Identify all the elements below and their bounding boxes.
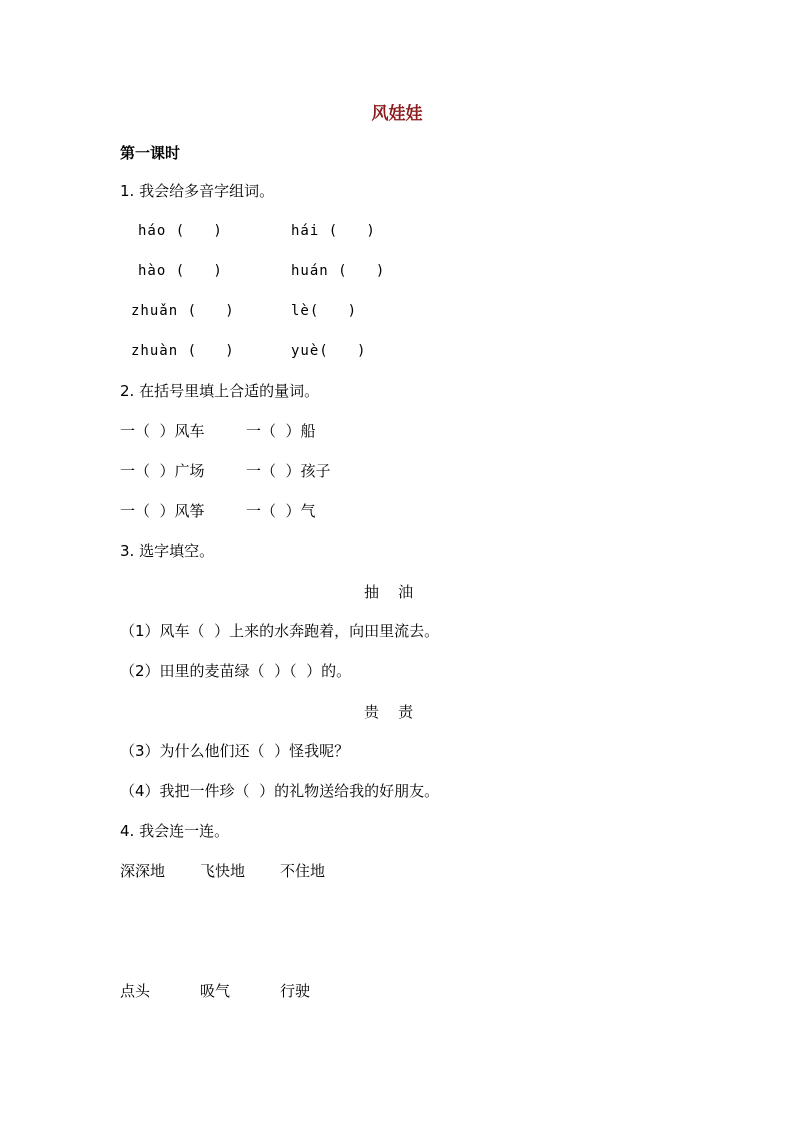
q1-item: zhuǎn ( ) xyxy=(131,303,235,319)
q2-item: 一（ ）孩子 xyxy=(246,462,331,480)
q1-item: hái ( ) xyxy=(291,223,376,239)
q2-item: 一（ ）风筝 xyxy=(120,502,205,520)
match-word-bottom: 吸气 xyxy=(200,982,231,1000)
q3-sentence: （1）风车（ ）上来的水奔跑着，向田里流去。 xyxy=(120,622,440,640)
q4-heading: 4. 我会连一连。 xyxy=(120,822,230,840)
match-word-bottom: 行驶 xyxy=(280,982,311,1000)
q3-char-choices: 贵 责 xyxy=(364,703,414,721)
q3-sentence: （4）我把一件珍（ ）的礼物送给我的好朋友。 xyxy=(120,782,440,800)
match-word-bottom: 点头 xyxy=(120,982,151,1000)
q3-char-choices: 抽 油 xyxy=(364,583,414,601)
q1-item: hào ( ) xyxy=(138,263,223,279)
q2-item: 一（ ）气 xyxy=(246,502,316,520)
q2-item: 一（ ）风车 xyxy=(120,422,205,440)
q1-item: háo ( ) xyxy=(138,223,223,239)
match-word-top: 不住地 xyxy=(280,862,326,880)
q2-item: 一（ ）广场 xyxy=(120,462,205,480)
q3-sentence: （2）田里的麦苗绿（ ）（ ）的。 xyxy=(120,662,352,680)
q1-item: lè( ) xyxy=(291,303,358,319)
q1-item: zhuàn ( ) xyxy=(131,343,235,359)
q2-heading: 2. 在括号里填上合适的量词。 xyxy=(120,382,320,400)
q3-heading: 3. 选字填空。 xyxy=(120,542,215,560)
q1-heading: 1. 我会给多音字组词。 xyxy=(120,182,275,200)
q3-sentence: （3）为什么他们还（ ）怪我呢？ xyxy=(120,742,350,760)
q1-item: yuè( ) xyxy=(291,343,367,359)
lesson-heading: 第一课时 xyxy=(120,144,181,162)
match-word-top: 深深地 xyxy=(120,862,166,880)
match-word-top: 飞快地 xyxy=(200,862,246,880)
q1-item: huán ( ) xyxy=(291,263,386,279)
page-title: 风娃娃 xyxy=(371,104,423,124)
q2-item: 一（ ）船 xyxy=(246,422,316,440)
